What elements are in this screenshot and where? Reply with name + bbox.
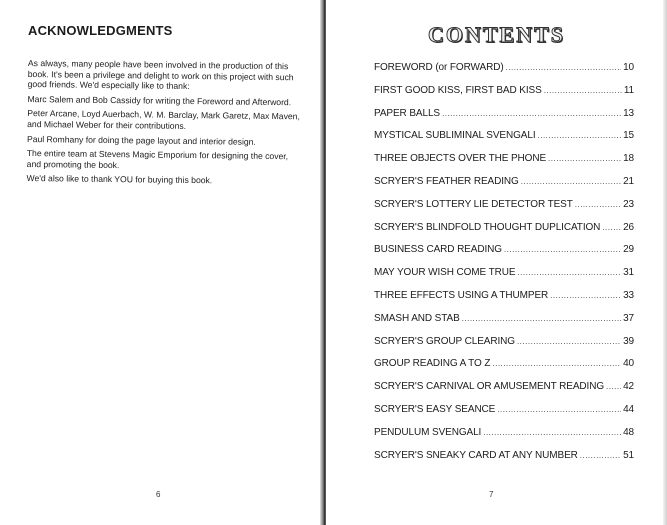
- toc-entry-title: MYSTICAL SUBLIMINAL SVENGALI: [374, 130, 536, 142]
- toc-entry: [374, 62, 634, 85]
- toc-entry-title: BUSINESS CARD READING: [374, 244, 502, 256]
- toc-entry: [374, 358, 634, 381]
- toc-entry-page: 42: [623, 381, 634, 393]
- contents-page: [326, 0, 667, 525]
- toc-entry-page: 33: [623, 289, 634, 301]
- toc-leader-dots: [483, 428, 621, 437]
- toc-entry-title: FIRST GOOD KISS, FIRST BAD KISS: [374, 84, 542, 96]
- toc-leader-dots: [442, 109, 621, 118]
- toc-entry-page: 10: [623, 62, 634, 73]
- toc-entry: [374, 427, 634, 450]
- toc-entry: [374, 313, 634, 336]
- ack-paragraph: We'd also like to thank YOU for buying this book.: [26, 173, 213, 186]
- toc-entry: [374, 267, 634, 290]
- toc-entry-title: SCRYER'S GROUP CLEARING: [374, 335, 515, 347]
- toc-entry: [374, 130, 634, 153]
- toc-entry-page: 18: [623, 153, 634, 165]
- toc-leader-dots: [580, 451, 621, 460]
- toc-entry-title: PENDULUM SVENGALI: [374, 426, 482, 438]
- table-of-contents: [374, 62, 634, 472]
- toc-entry-title: SCRYER'S BLINDFOLD THOUGHT DUPLICATION: [374, 221, 601, 233]
- contents-heading: CONTENTS: [427, 22, 566, 47]
- toc-entry: [374, 108, 634, 131]
- ack-paragraph: Peter Arcane, Loyd Auerbach, W. M. Barclay, Mark Garetz, Max Maven, and Michael Weber for their contributions.: [27, 108, 300, 131]
- toc-entry-page: 31: [623, 267, 634, 279]
- toc-entry-title: SCRYER'S FEATHER READING: [374, 175, 519, 187]
- toc-entry-page: 40: [623, 358, 634, 370]
- toc-entry-title: MAY YOUR WISH COME TRUE: [374, 267, 516, 279]
- toc-entry-page: 29: [623, 244, 634, 256]
- toc-leader-dots: [462, 314, 621, 323]
- toc-leader-dots: [550, 291, 621, 300]
- toc-entry-title: SMASH AND STAB: [374, 312, 460, 324]
- toc-leader-dots: [506, 63, 622, 72]
- toc-entry-title: SCRYER'S SNEAKY CARD AT ANY NUMBER: [374, 449, 578, 461]
- toc-entry: [374, 222, 634, 245]
- toc-leader-dots: [497, 405, 621, 414]
- toc-entry-page: 13: [623, 107, 634, 119]
- acknowledgments-heading: ACKNOWLEDGMENTS: [28, 23, 173, 38]
- toc-entry-page: 44: [623, 403, 634, 415]
- toc-entry: [374, 450, 634, 473]
- toc-entry-title: SCRYER'S CARNIVAL OR AMUSEMENT READING: [374, 381, 605, 393]
- toc-leader-dots: [575, 200, 621, 209]
- toc-leader-dots: [521, 177, 621, 186]
- toc-entry: [374, 85, 634, 108]
- toc-entry: [374, 199, 634, 222]
- toc-leader-dots: [548, 154, 621, 163]
- toc-entry-page: 23: [623, 198, 634, 210]
- toc-entry-page: 11: [623, 84, 634, 96]
- right-page-number: 7: [489, 490, 494, 499]
- toc-leader-dots: [606, 382, 621, 391]
- toc-leader-dots: [517, 337, 621, 346]
- page-right-edge: [663, 0, 667, 525]
- ack-paragraph: The entire team at Stevens Magic Emporium for designing the cover, and promoting the book.: [26, 148, 289, 170]
- toc-entry-page: 48: [623, 426, 634, 438]
- toc-leader-dots: [538, 131, 622, 140]
- toc-entry: [374, 290, 634, 313]
- toc-entry: [374, 153, 634, 176]
- toc-entry-title: SCRYER'S EASY SEANCE: [374, 403, 496, 415]
- toc-entry: [374, 244, 634, 267]
- toc-entry-title: FOREWORD (or FORWARD): [374, 62, 504, 73]
- ack-paragraph: Marc Salem and Bob Cassidy for writing the Foreword and Afterword.: [27, 93, 292, 107]
- toc-entry-page: 39: [623, 335, 634, 347]
- toc-entry-page: 37: [623, 312, 634, 324]
- toc-entry-title: THREE EFFECTS USING A THUMPER: [374, 289, 549, 301]
- toc-leader-dots: [504, 245, 621, 254]
- acknowledgments-page: [0, 0, 324, 525]
- ack-paragraph: Paul Romhany for doing the page layout and interior design.: [26, 133, 256, 147]
- toc-entry-title: SCRYER'S LOTTERY LIE DETECTOR TEST: [374, 198, 573, 210]
- toc-entry: [374, 336, 634, 359]
- toc-entry-page: 21: [623, 175, 634, 187]
- left-page-number: 6: [156, 490, 161, 499]
- toc-entry-page: 26: [623, 221, 634, 233]
- toc-entry-page: 51: [623, 449, 634, 461]
- ack-paragraph: As always, many people have been involved in the production of this book. It's been a privilege and delight to work on this project with such good friends. We'd especially like to thank:: [27, 58, 294, 92]
- acknowledgments-body: [26, 58, 303, 191]
- toc-leader-dots: [517, 268, 621, 277]
- toc-entry-title: PAPER BALLS: [374, 107, 440, 119]
- toc-entry-title: THREE OBJECTS OVER THE PHONE: [374, 153, 547, 165]
- toc-leader-dots: [544, 86, 622, 95]
- toc-entry: [374, 381, 634, 404]
- toc-leader-dots: [602, 223, 621, 232]
- toc-entry: [374, 176, 634, 199]
- toc-entry-page: 15: [623, 130, 634, 142]
- toc-entry: [374, 404, 634, 427]
- toc-entry-title: GROUP READING A TO Z: [374, 358, 491, 370]
- toc-leader-dots: [492, 359, 621, 368]
